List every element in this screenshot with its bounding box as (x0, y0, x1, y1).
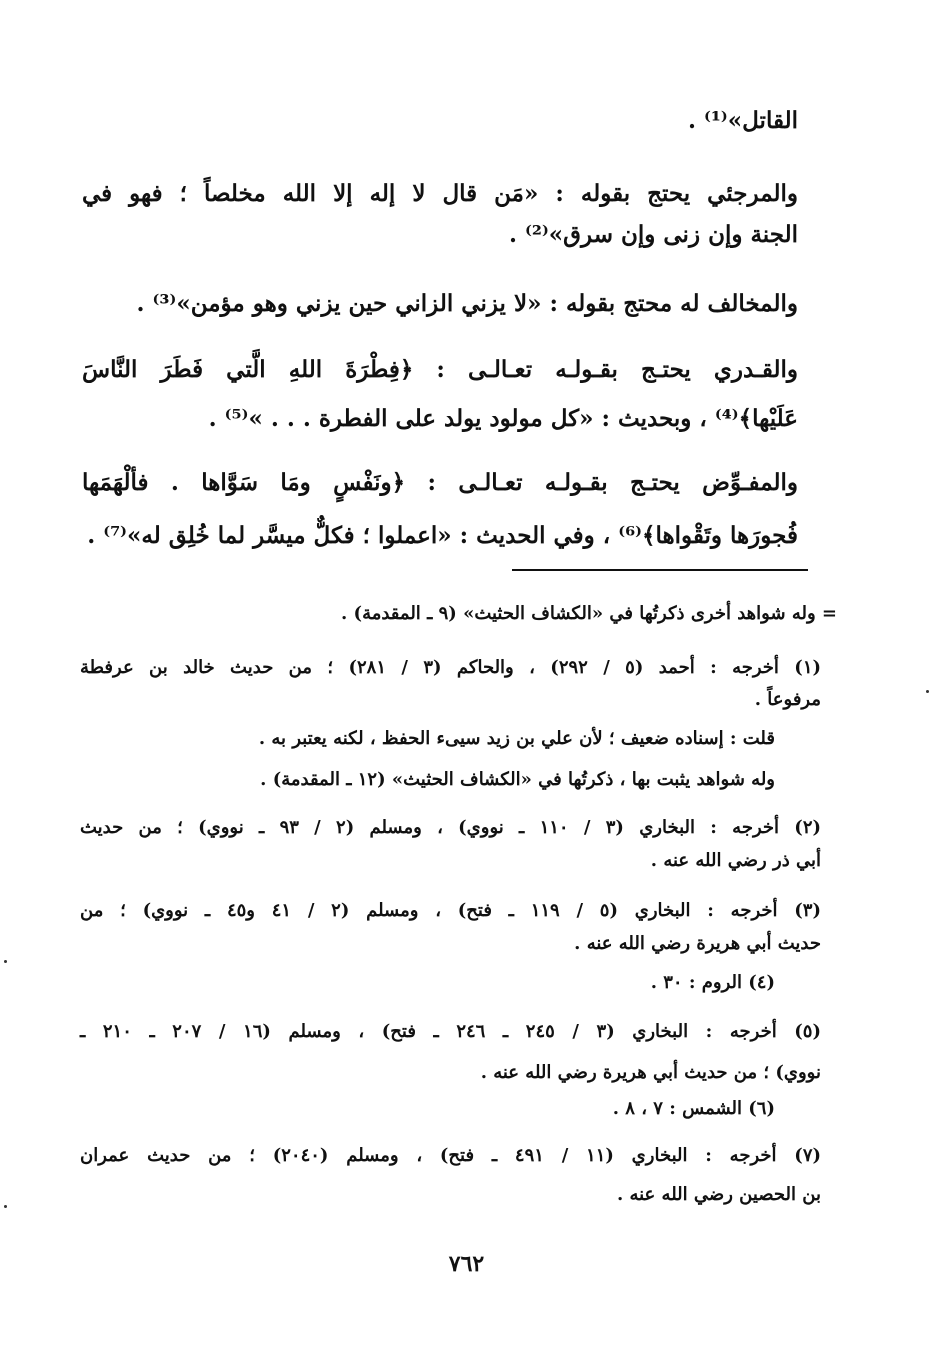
body-line: والقـدري يحتـج بقـولـه تعـالـى : ﴿فِطْرَةَ اللهِ الَّتي فَطَرَ النَّاسَ (82, 356, 798, 383)
body-line: القاتل»⁽¹⁾ . (687, 107, 798, 134)
body-line: فُجورَها وتَقْواها﴾⁽⁶⁾ ، وفي الحديث : «اعملوا ؛ فكلٌّ ميسَّر لما خُلِق له»⁽⁷⁾ . (87, 522, 798, 549)
footnote-line: أبي ذر رضي الله عنه . (650, 850, 821, 871)
page-number: ٧٦٢ (448, 1251, 485, 1277)
body-line: والمفـوِّض يحتـج بقـولـه تعـالـى : ﴿ونَفْسٍ ومَا سَوَّاها . فألْهَمَها (82, 469, 798, 496)
footnote-line: وله شواهد يثبت بها ، ذكرتُها في «الكشاف الحثيث» (١٢ ـ المقدمة) . (260, 769, 775, 790)
footnote-line: (٥) أخرجه : البخاري (٣ / ٢٤٥ ـ ٢٤٦ ـ فتح) ، ومسلم (١٦ / ٢٠٧ ـ ٢١٠ ـ (80, 1021, 821, 1042)
footnote-line: قلت : إسناده ضعيف ؛ لأن علي بن زيد سيىء الحفظ ، لكنه يعتبر به . (258, 728, 775, 749)
footnote-line: (١) أخرجه : أحمد (٥ / ٢٩٢) ، والحاكم (٣ / ٢٨١) ؛ من حديث خالد بن عرفطة (80, 657, 822, 678)
scan-speck (926, 690, 929, 693)
scan-speck (4, 960, 7, 963)
footnote-line: (٦) الشمس : ٧ ، ٨ . (612, 1098, 775, 1119)
footnote-separator (512, 569, 808, 571)
footnote-line: مرفوعاً . (754, 689, 821, 710)
body-line: عَلَيْها﴾⁽⁴⁾ ، وبحديث : «كل مولود يولد على الفطرة . . . »⁽⁵⁾ . (208, 405, 798, 432)
footnote-line: (٢) أخرجه : البخاري (٣ / ١١٠ ـ نووي) ، ومسلم (٢ / ٩٣ ـ نووي) ؛ من حديث (80, 817, 822, 838)
scan-speck (4, 1205, 7, 1208)
footnote-line: = وله شواهد أخرى ذكرتُها في «الكشاف الحثيث» (٩ ـ المقدمة) . (341, 603, 837, 624)
body-line: والمخالف له محتج بقوله : «لا يزني الزاني حين يزني وهو مؤمن»⁽³⁾ . (136, 290, 798, 317)
body-line: والمرجئي يحتج بقوله : «مَن قال لا إله إلا الله مخلصاً ؛ فهو في (82, 180, 798, 207)
footnote-line: حديث أبي هريرة رضي الله عنه . (574, 933, 821, 954)
footnote-line: (٤) الروم : ٣٠ . (650, 972, 775, 993)
footnote-line: نووي) ؛ من حديث أبي هريرة رضي الله عنه . (480, 1062, 821, 1083)
footnote-line: بن الحصين رضي الله عنه . (616, 1184, 821, 1205)
footnote-line: (٧) أخرجه : البخاري (١١ / ٤٩١ ـ فتح) ، ومسلم (٢٠٤٠) ؛ من حديث عمران (80, 1145, 822, 1166)
footnote-line: (٣) أخرجه : البخاري (٥ / ١١٩ ـ فتح) ، ومسلم (٢ / ٤١ و٤٥ ـ نووي) ؛ من (80, 900, 821, 921)
body-line: الجنة وإن زنى وإن سرق»⁽²⁾ . (509, 221, 798, 248)
